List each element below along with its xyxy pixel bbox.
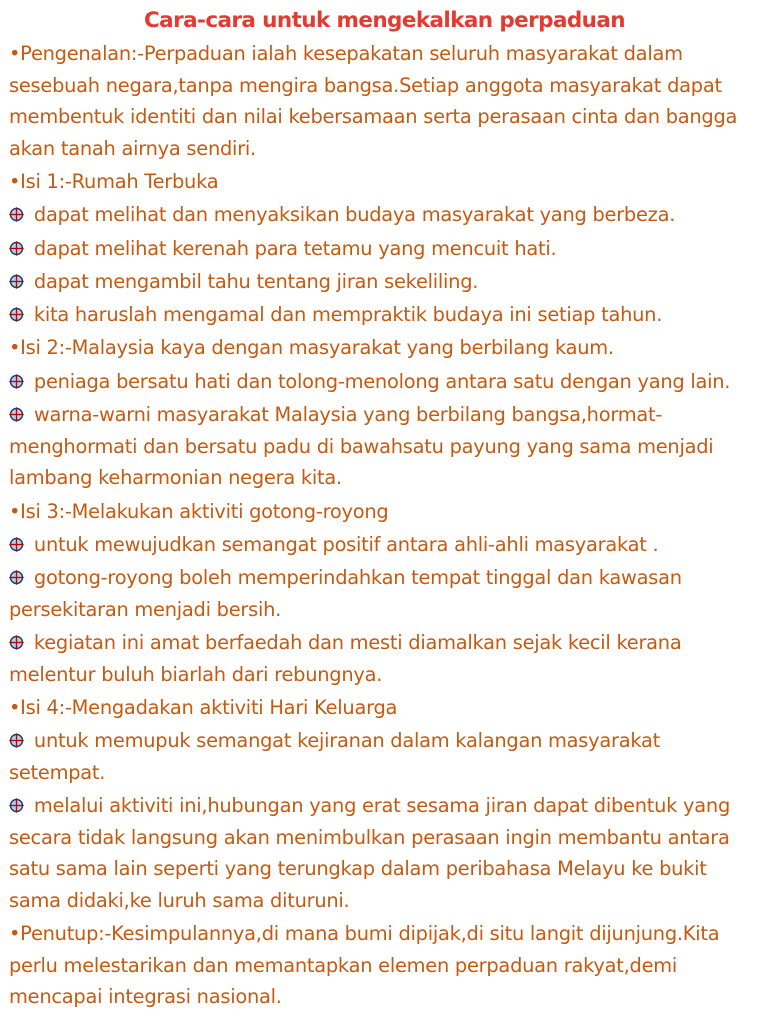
line-text: •Isi 1:-Rumah Terbuka bbox=[9, 170, 219, 194]
crosshair-bullet-icon bbox=[9, 570, 24, 585]
crosshair-bullet-icon bbox=[9, 274, 24, 289]
line-text: perlu melestarikan dan memantapkan elemen perpaduan rakyat,demi bbox=[9, 953, 678, 977]
line-text: kita haruslah mengamal dan mempraktik budaya ini setiap tahun. bbox=[28, 303, 663, 327]
line-text: menghormati dan bersatu padu di bawahsatu payung yang sama menjadi bbox=[9, 434, 714, 458]
section-paragraph bbox=[9, 166, 760, 198]
section-paragraph bbox=[9, 918, 760, 1013]
line-text: •Penutup:-Kesimpulannya,di mana bumi dipijak,di situ langit dijunjung.Kita bbox=[9, 922, 720, 946]
bullet-paragraph bbox=[9, 233, 760, 265]
text-line bbox=[9, 399, 760, 431]
text-line bbox=[9, 627, 760, 659]
line-text: melentur buluh biarlah dari rebungnya. bbox=[9, 662, 383, 686]
text-line bbox=[9, 101, 760, 133]
section-paragraph bbox=[9, 38, 760, 164]
bullet-paragraph bbox=[9, 725, 760, 788]
section-paragraph bbox=[9, 496, 760, 528]
line-text: secara tidak langsung akan menimbulkan perasaan ingin membantu antara bbox=[9, 825, 730, 849]
bullet-paragraph bbox=[9, 299, 760, 331]
text-line bbox=[9, 757, 760, 789]
crosshair-bullet-icon bbox=[9, 635, 24, 650]
text-line bbox=[9, 233, 760, 265]
text-line bbox=[9, 853, 760, 885]
text-line bbox=[9, 981, 760, 1013]
line-text: sesebuah negara,tanpa mengira bangsa.Setiap anggota masyarakat dapat bbox=[9, 73, 722, 97]
line-text: •Pengenalan:-Perpaduan ialah kesepakatan seluruh masyarakat dalam bbox=[9, 42, 683, 65]
section-paragraph bbox=[9, 332, 760, 364]
bullet-paragraph bbox=[9, 790, 760, 916]
text-line bbox=[9, 199, 760, 231]
line-text: sama didaki,ke luruh sama dituruni. bbox=[9, 888, 350, 912]
crosshair-bullet-icon bbox=[9, 374, 24, 389]
section-paragraph bbox=[9, 692, 760, 724]
line-text: dapat melihat dan menyaksikan budaya masyarakat yang berbeza. bbox=[28, 203, 676, 227]
bullet-paragraph bbox=[9, 399, 760, 494]
crosshair-bullet-icon bbox=[9, 537, 24, 552]
text-line bbox=[9, 496, 760, 528]
line-text: melalui aktiviti ini,hubungan yang erat sesama jiran dapat dibentuk yang bbox=[28, 793, 731, 817]
text-line bbox=[9, 299, 760, 331]
page-title: Cara-cara untuk mengekalkan perpaduan bbox=[144, 8, 625, 33]
text-line bbox=[9, 38, 760, 70]
text-line bbox=[9, 950, 760, 982]
text-line bbox=[9, 332, 760, 364]
text-line bbox=[9, 166, 760, 198]
line-text: untuk memupuk semangat kejiranan dalam kalangan masyarakat bbox=[28, 729, 660, 753]
crosshair-bullet-icon bbox=[9, 407, 24, 422]
line-text: lambang keharmonian negera kita. bbox=[9, 466, 342, 490]
text-line bbox=[9, 70, 760, 102]
bullet-paragraph bbox=[9, 529, 760, 561]
line-text: •Isi 3:-Melakukan aktiviti gotong-royong bbox=[9, 499, 389, 523]
text-line bbox=[9, 790, 760, 822]
crosshair-bullet-icon bbox=[9, 207, 24, 222]
line-text: warna-warni masyarakat Malaysia yang berbilang bangsa,hormat- bbox=[28, 403, 663, 427]
text-line bbox=[9, 918, 760, 950]
crosshair-bullet-icon bbox=[9, 307, 24, 322]
line-text: untuk mewujudkan semangat positif antara ahli-ahli masyarakat . bbox=[28, 532, 659, 556]
bullet-paragraph bbox=[9, 627, 760, 690]
crosshair-bullet-icon bbox=[9, 241, 24, 256]
text-line bbox=[9, 885, 760, 917]
line-text: peniaga bersatu hati dan tolong-menolong antara satu dengan yang lain. bbox=[28, 369, 731, 393]
text-line bbox=[9, 692, 760, 724]
text-line bbox=[9, 529, 760, 561]
line-text: kegiatan ini amat berfaedah dan mesti diamalkan sejak kecil kerana bbox=[28, 630, 682, 654]
text-line bbox=[9, 462, 760, 494]
line-text: •Isi 4:-Mengadakan aktiviti Hari Keluarga bbox=[9, 695, 398, 719]
text-line bbox=[9, 266, 760, 298]
text-line bbox=[9, 133, 760, 165]
text-line bbox=[9, 562, 760, 594]
crosshair-bullet-icon bbox=[9, 733, 24, 748]
line-text: mencapai integrasi nasional. bbox=[9, 985, 282, 1009]
text-line bbox=[9, 594, 760, 626]
line-text: dapat melihat kerenah para tetamu yang mencuit hati. bbox=[28, 236, 557, 260]
line-text: persekitaran menjadi bersih. bbox=[9, 597, 282, 621]
crosshair-bullet-icon bbox=[9, 798, 24, 813]
text-line bbox=[9, 431, 760, 463]
bullet-paragraph bbox=[9, 562, 760, 625]
text-line bbox=[9, 366, 760, 398]
line-text: membentuk identiti dan nilai kebersamaan serta perasaan cinta dan bangga bbox=[9, 105, 738, 129]
line-text: •Isi 2:-Malaysia kaya dengan masyarakat yang berbilang kaum. bbox=[9, 336, 614, 360]
line-text: setempat. bbox=[9, 760, 106, 784]
bullet-paragraph bbox=[9, 366, 760, 398]
text-line bbox=[9, 725, 760, 757]
text-line bbox=[9, 659, 760, 691]
document-body bbox=[9, 38, 760, 1013]
line-text: akan tanah airnya sendiri. bbox=[9, 136, 256, 160]
bullet-paragraph bbox=[9, 266, 760, 298]
text-line bbox=[9, 822, 760, 854]
line-text: gotong-royong boleh memperindahkan tempat tinggal dan kawasan bbox=[28, 566, 682, 590]
bullet-paragraph bbox=[9, 199, 760, 231]
line-text: satu sama lain seperti yang terungkap dalam peribahasa Melayu ke bukit bbox=[9, 857, 707, 881]
line-text: dapat mengambil tahu tentang jiran sekeliling. bbox=[28, 269, 479, 293]
